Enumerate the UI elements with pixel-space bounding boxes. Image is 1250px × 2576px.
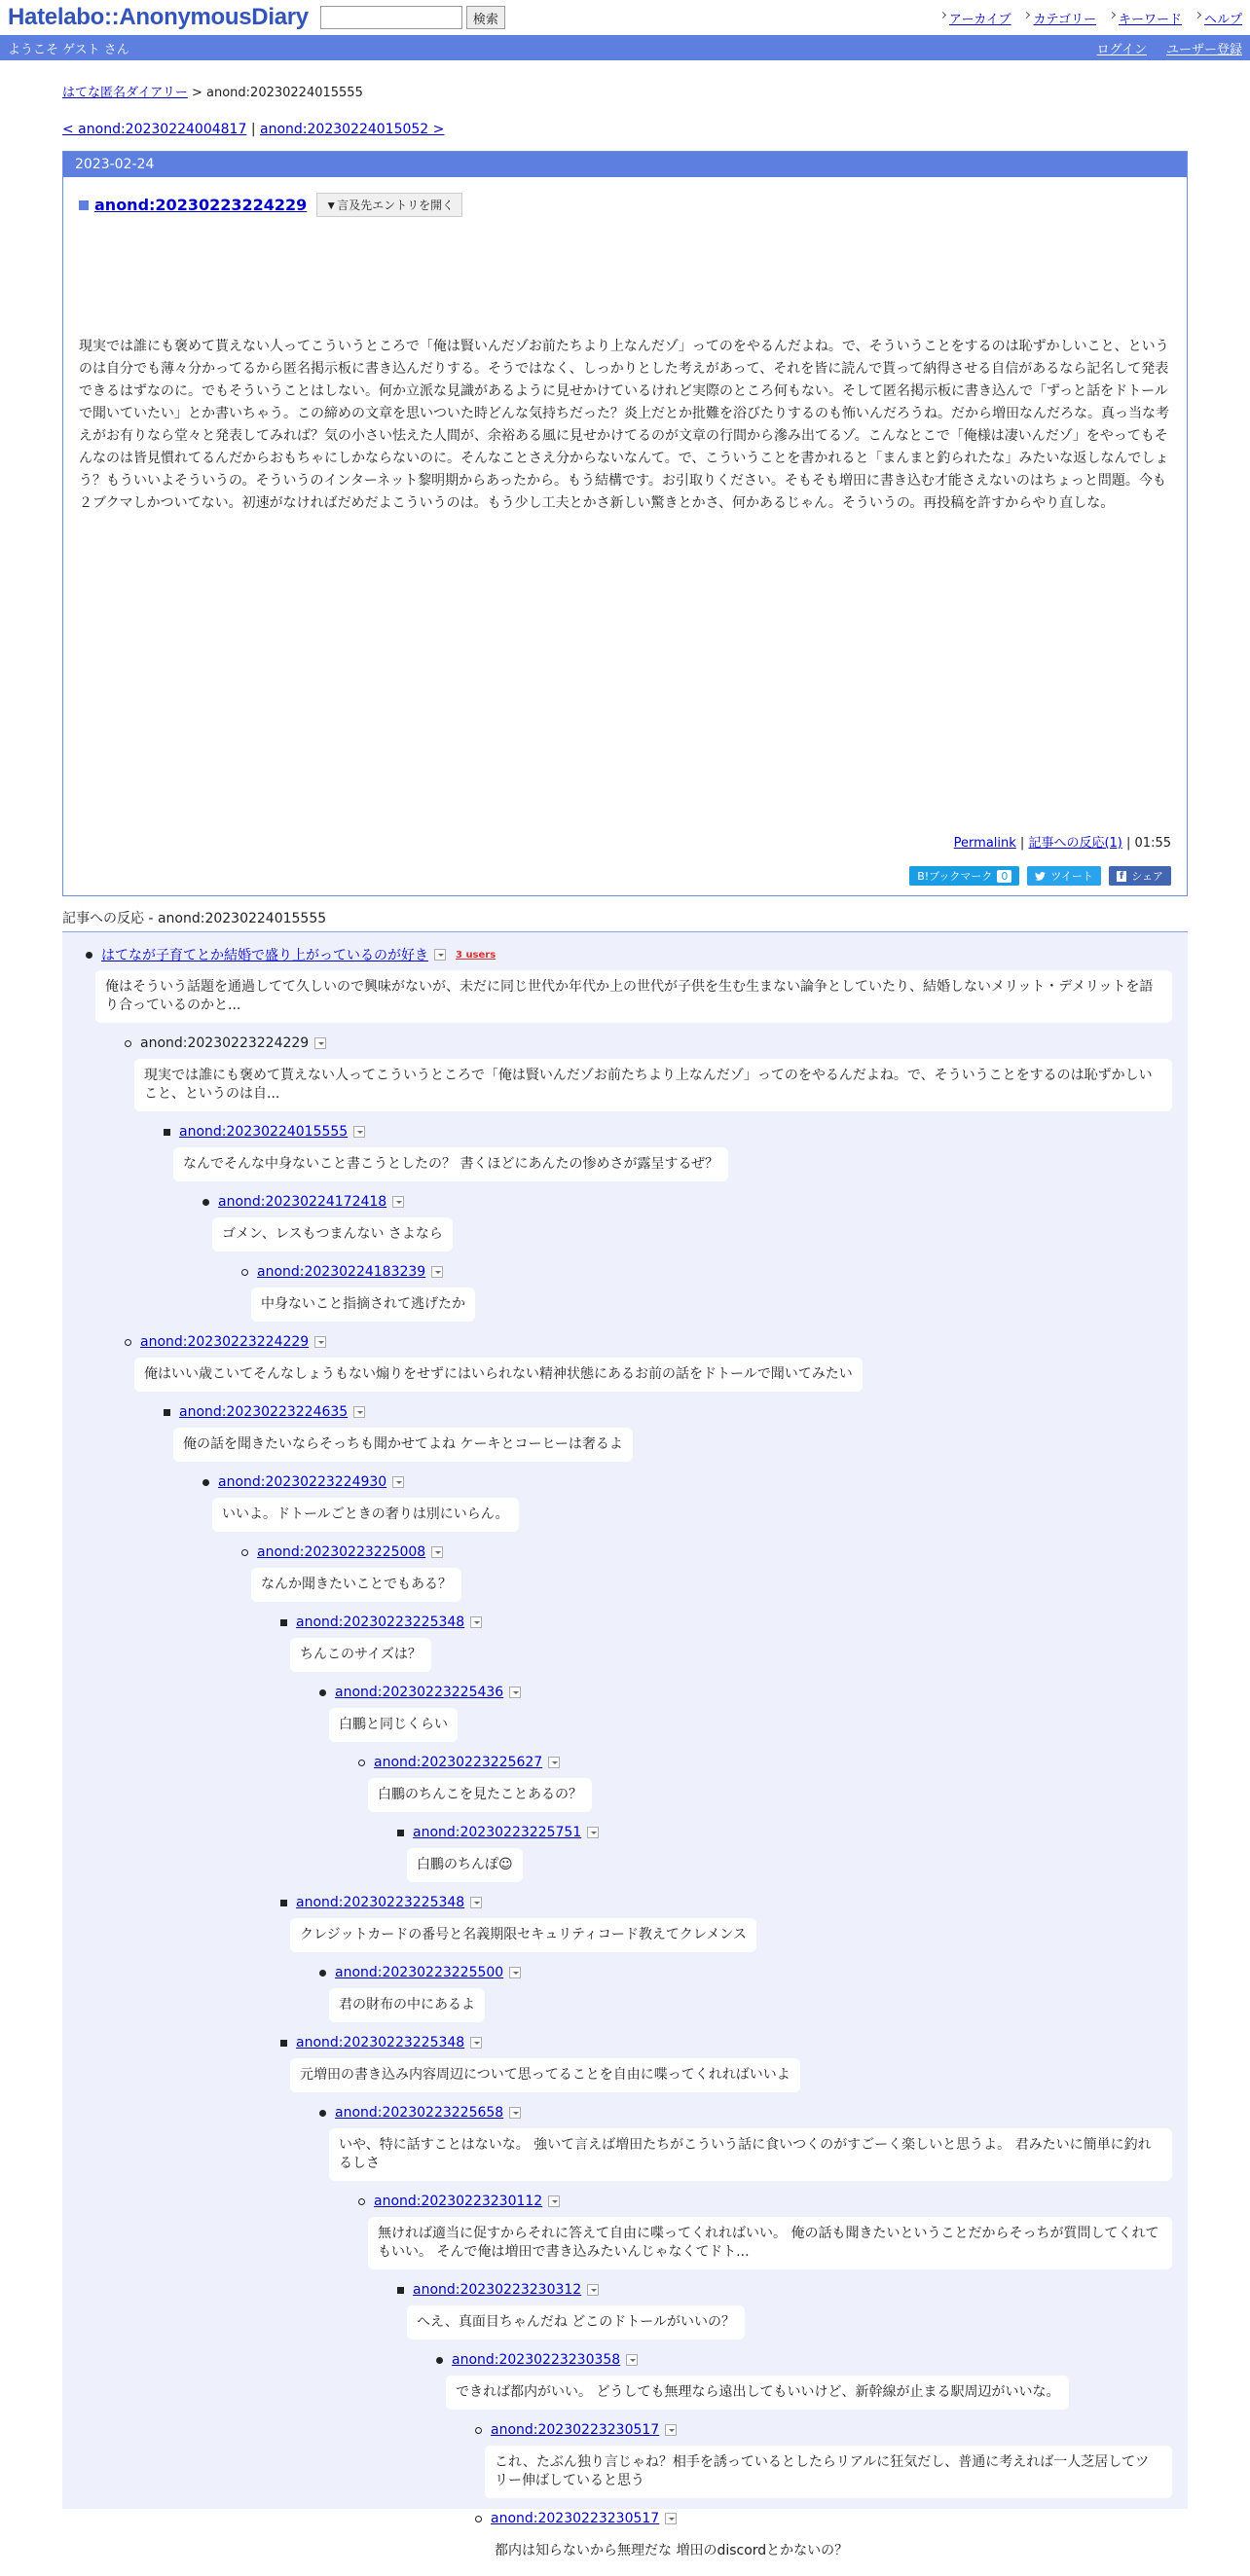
reaction-text: 俺はいい歳こいてそんなしょうもない煽りをせずにはいられない精神状態にあるお前の話をドトールで聞いてみたい <box>134 1358 863 1392</box>
reaction-item <box>164 1399 1188 1469</box>
hatena-bookmark-count: 0 <box>997 870 1011 883</box>
bullet-icon <box>475 2516 482 2522</box>
bullet-icon <box>241 1269 248 1276</box>
nav-archive-link[interactable]: アーカイブ <box>940 9 1011 27</box>
bullet-icon <box>319 1689 326 1696</box>
reaction-item <box>319 1680 1188 1750</box>
reaction-text: いいよ。ドトールごときの奢りは別にいらん。 <box>212 1498 519 1532</box>
bullet-icon <box>202 1479 209 1486</box>
reaction-header <box>358 2189 1188 2214</box>
facebook-f-icon: f <box>1117 871 1126 882</box>
bullet-icon <box>86 952 92 959</box>
register-link[interactable]: ユーザー登録 <box>1165 42 1242 57</box>
reaction-title-link[interactable]: anond:20230223225348 <box>296 1895 465 1910</box>
dropdown-arrow-icon[interactable] <box>431 1266 443 1278</box>
reaction-item <box>319 1960 1188 2030</box>
dropdown-arrow-icon[interactable] <box>665 2513 677 2524</box>
bullet-icon <box>125 1339 131 1346</box>
dropdown-arrow-icon[interactable] <box>314 1037 326 1049</box>
reaction-item <box>125 1329 1188 1399</box>
permalink-link[interactable]: Permalink <box>953 836 1016 851</box>
reaction-item <box>202 1189 1188 1259</box>
dropdown-arrow-icon[interactable] <box>587 1827 599 1838</box>
reaction-item <box>280 1890 1188 1960</box>
entry-pager <box>62 122 1188 137</box>
reaction-item <box>86 942 1188 1031</box>
reaction-text: 元増田の書き込み内容周辺について思ってることを自由に喋ってくれればいいよ <box>290 2058 800 2092</box>
dropdown-arrow-icon[interactable] <box>434 949 446 961</box>
reaction-title-link[interactable]: anond:20230224183239 <box>257 1264 426 1280</box>
reaction-header <box>125 1031 1188 1056</box>
reaction-text: 都内は知らないから無理だな 増田のdiscordとかないの？ <box>485 2534 858 2568</box>
reaction-header <box>319 2100 1188 2125</box>
reaction-header <box>280 1890 1188 1915</box>
bullet-icon <box>280 1900 287 1906</box>
nav-help-link[interactable]: ヘルプ <box>1195 9 1242 27</box>
reaction-item <box>475 2417 1188 2506</box>
reaction-item <box>358 2189 1188 2277</box>
next-entry-link[interactable]: anond:20230224015052 > <box>260 122 445 137</box>
bullet-icon <box>358 1760 365 1766</box>
reaction-item <box>397 2277 1188 2347</box>
reaction-title-link[interactable]: はてなが子育てとか結婚で盛り上がっているのが好き <box>101 948 428 963</box>
hatena-bookmark-button[interactable] <box>909 866 1019 886</box>
reaction-header <box>319 1960 1188 1985</box>
reaction-title-link[interactable]: anond:20230223225658 <box>335 2105 504 2121</box>
reaction-title-link[interactable]: anond:20230223224635 <box>179 1404 349 1420</box>
dropdown-arrow-icon[interactable] <box>626 2354 638 2366</box>
entry-footer: Permalink | 記事への反応(1) | 01:55 <box>953 836 1171 851</box>
reaction-title-link[interactable]: anond:20230223230517 <box>491 2422 660 2438</box>
tweet-button[interactable] <box>1027 866 1100 886</box>
reaction-title-link[interactable]: anond:20230223225500 <box>335 1965 504 1980</box>
breadcrumb-current: anond:20230224015555 <box>206 86 363 100</box>
bullet-icon <box>125 1040 131 1047</box>
reaction-text: 君の財布の中にあるよ <box>329 1988 485 2022</box>
reaction-text: 白鵬のちんこを見たことあるの？ <box>368 1778 592 1812</box>
reaction-text: いや、特に話すことはないな。 強いて言えば増田たちがこういう話に食いつくのがすごーく楽しいと思うよ。 君みたいに簡単に釣れるしさ <box>329 2128 1172 2181</box>
reaction-header <box>125 1329 1188 1355</box>
bullet-icon <box>241 1549 248 1556</box>
dropdown-arrow-icon[interactable] <box>392 1476 404 1488</box>
site-header <box>0 0 1250 35</box>
bullet-icon <box>202 1199 209 1206</box>
reaction-title-link[interactable]: anond:20230224015555 <box>179 1124 349 1140</box>
pager-separator: | <box>246 122 261 137</box>
reaction-text: できれば都内がいい。 どうしても無理なら遠出してもいいけど、新幹線が止まる駅周辺がいいな。 <box>446 2376 1069 2410</box>
site-logo[interactable]: Hatelabo::AnonymousDiary <box>8 4 309 30</box>
welcome-text: ようこそ ゲスト さん <box>8 42 129 57</box>
bullet-icon <box>397 2287 404 2294</box>
day-date: 2023-02-24 <box>63 152 1187 177</box>
reaction-header <box>436 2347 1188 2373</box>
dropdown-arrow-icon[interactable] <box>587 2284 599 2296</box>
reaction-title-link[interactable]: anond:20230223225627 <box>374 1755 543 1770</box>
entry-title-row <box>79 193 1171 217</box>
reaction-header <box>202 1469 1188 1495</box>
reaction-text: 無ければ適当に促すからそれに答えて自由に喋ってくれればいい。 俺の話も聞きたいということだからそっちが質問してくれてもいい。 そんで俺は増田で書き込みたいんじゃなくてドト... <box>368 2217 1172 2269</box>
dropdown-arrow-icon[interactable] <box>470 1897 482 1908</box>
reaction-item <box>358 1750 1188 1820</box>
dropdown-arrow-icon[interactable] <box>509 1687 521 1698</box>
bullet-icon <box>397 1830 404 1836</box>
reaction-title-link[interactable]: anond:20230223224229 <box>140 1334 310 1350</box>
prev-entry-link[interactable]: < anond:20230224004817 <box>62 122 247 137</box>
reactions-heading: 記事への反応 - anond:20230224015555 <box>62 908 1188 932</box>
reaction-item <box>280 1610 1188 1680</box>
dropdown-arrow-icon[interactable] <box>314 1336 326 1348</box>
reaction-header <box>397 1820 1188 1845</box>
reaction-title-link[interactable]: anond:20230223225751 <box>413 1825 582 1840</box>
reaction-title-link[interactable]: anond:20230223225348 <box>296 1615 465 1630</box>
reaction-title-link[interactable]: anond:20230223224930 <box>218 1474 387 1490</box>
reaction-header <box>475 2417 1188 2443</box>
reaction-text: なんでそんな中身ないこと書こうとしたの？ 書くほどにあんたの惨めさが露呈するぜ？ <box>173 1147 728 1181</box>
bullet-icon <box>358 2198 365 2205</box>
bullet-icon <box>475 2427 482 2434</box>
user-bar <box>0 35 1250 60</box>
reaction-text: ちんこのサイズは？ <box>290 1638 431 1672</box>
nav-keyword-link[interactable]: キーワード <box>1110 9 1182 27</box>
reaction-item <box>280 2030 1188 2100</box>
dropdown-arrow-icon[interactable] <box>509 1967 521 1978</box>
facebook-share-label: シェア <box>1131 870 1163 883</box>
dropdown-arrow-icon[interactable] <box>548 2195 560 2207</box>
reaction-header <box>319 1680 1188 1705</box>
reaction-title-link[interactable]: anond:20230223230517 <box>491 2511 660 2526</box>
reaction-title-link[interactable]: anond:20230223230312 <box>413 2282 582 2298</box>
reaction-title-link[interactable]: anond:20230223225436 <box>335 1685 504 1700</box>
breadcrumb <box>62 82 1188 100</box>
reaction-item <box>475 2506 1188 2576</box>
bullet-icon <box>436 2357 443 2364</box>
reaction-text: なんか聞きたいことでもある？ <box>251 1568 461 1602</box>
reaction-title-link[interactable]: anond:20230223230358 <box>452 2352 621 2368</box>
bullet-icon <box>280 1619 287 1626</box>
dropdown-arrow-icon[interactable] <box>392 1196 404 1208</box>
reaction-header <box>241 1540 1188 1565</box>
search-input[interactable] <box>320 6 462 29</box>
bullet-icon <box>280 2040 287 2047</box>
reaction-text: 俺の話を聞きたいならそっちも聞かせてよね ケーキとコーヒーは奢るよ <box>173 1428 633 1462</box>
entry-time: 01:55 <box>1134 836 1171 851</box>
bookmark-users-badge[interactable]: 3 users <box>456 949 496 961</box>
reaction-header <box>397 2277 1188 2303</box>
reaction-text: 白鵬と同じくらい <box>329 1708 458 1742</box>
entry-body <box>63 177 1187 895</box>
dropdown-arrow-icon[interactable] <box>509 2107 521 2119</box>
reaction-item <box>241 1540 1188 1610</box>
reaction-title-link[interactable]: anond:20230224172418 <box>218 1194 387 1210</box>
reaction-header <box>86 942 1188 967</box>
tweet-label: ツイート <box>1050 870 1093 883</box>
reaction-title-link[interactable]: anond:20230223225348 <box>296 2035 465 2050</box>
dropdown-arrow-icon[interactable] <box>353 1406 365 1418</box>
reaction-text: ゴメン、レスもつまんない さよなら <box>212 1217 453 1252</box>
reaction-header <box>280 2030 1188 2055</box>
main-content <box>0 82 1250 2558</box>
bullet-icon <box>319 1970 326 1977</box>
reaction-item <box>397 1820 1188 1890</box>
hatena-bookmark-label: B!ブックマーク <box>917 870 993 883</box>
reaction-item <box>202 1469 1188 1540</box>
reaction-text: これ、たぶん独り言じゃね？相手を誘っているとしたらリアルに狂気だし、普通に考えれば一人芝居してツリー伸ばしていると思う <box>485 2446 1172 2498</box>
entry-text: 現実では誰にも褒めて貰えない人ってこういうところで「俺は賢いんだゾお前たちより上なんだゾ」ってのをやるんだよね。で、そういうことをするのは恥ずかしいこと、というのは自分でも薄々分かってるから匿名掲示板に書き込んだりする。そうではなく、しっかりとした考えがあって、それを皆に読んで貰って納得させる自信があるなら記名して発表できるはずなのに。でもそういうことはしない。何か立派な見識があるように見せかけているけれど実際のところ何もない。そして匿名掲示板に書き込んで「ずっと話をドトールで聞いていたい」とか書いちゃう。この締めの文章を思いついた時どんな気持ちだった？炎上だとか批難を浴びたりするのも怖いんだろうね。だから増田なんだろな。真っ当な考えがお有りなら堂々と発表してみれば？気の小さい怯えた人間が、余裕ある風に見せかけてるのが文章の行間から滲み出てるゾ。こんなとこで「俺様は凄いんだゾ」をやってもそんなのは皆見慣れてるんだからおもちゃにしかならないのに。そんなことさえ分からないなんて。で、こういうことを書かれると「まんまと釣られたな」みたいな返しなんでしょう？もういいよそういうの。そういうのインターネット黎明期からあったから。もう結構です。お引取りください。そもそも増田に書き込む才能さえないのはちょっと問題。今も２ブクマしかついてない。初速がなければだめだよこういうのは。もう少し工夫とかさ新しい驚きとかさ、何かあるじゃん。そういうの。再投稿を許すからやり直しな。 <box>79 339 1169 511</box>
reaction-item <box>436 2347 1188 2417</box>
bullet-icon <box>164 1409 170 1416</box>
reaction-item <box>319 2100 1188 2189</box>
top-nav <box>940 9 1242 27</box>
breadcrumb-home-link[interactable]: はてな匿名ダイアリー <box>62 86 188 100</box>
facebook-share-button[interactable] <box>1109 866 1171 886</box>
reactions-tree <box>62 932 1188 2558</box>
login-link[interactable]: ログイン <box>1096 42 1147 57</box>
dropdown-arrow-icon[interactable] <box>548 1757 560 1768</box>
dropdown-arrow-icon[interactable] <box>665 2424 677 2436</box>
reaction-item <box>125 1031 1188 1119</box>
reaction-title-link[interactable]: anond:20230223230112 <box>374 2194 543 2209</box>
day-box <box>62 151 1188 896</box>
reaction-header <box>280 1610 1188 1635</box>
reaction-text: 現実では誰にも褒めて貰えない人ってこういうところで「俺は賢いんだゾお前たちより上なんだゾ」ってのをやるんだよね。で、そういうことをするのは恥ずかしいこと、というのは自... <box>134 1059 1172 1111</box>
reaction-text: へえ、真面目ちゃんだね どこのドトールがいいの？ <box>407 2305 745 2340</box>
reaction-header <box>241 1259 1188 1285</box>
reaction-text: クレジットカードの番号と名義期限セキュリティコード教えてクレメンス <box>290 1918 756 1952</box>
reaction-text: 中身ないこと指摘されて逃げたか <box>251 1288 475 1322</box>
reaction-item <box>164 1119 1188 1189</box>
search-button[interactable]: 検索 <box>466 6 505 29</box>
dropdown-arrow-icon[interactable] <box>470 2037 482 2049</box>
social-buttons <box>909 866 1171 886</box>
dropdown-arrow-icon[interactable] <box>431 1546 443 1558</box>
reaction-header <box>475 2506 1188 2531</box>
open-refs-button[interactable]: ▼言及先エントリを開く <box>316 193 462 217</box>
reaction-text: 俺はそういう話題を通過してて久しいので興味がないが、未だに同じ世代か年代か上の世代が子供を生む生まない論争としていたり、結婚しないメリット・デメリットを語り合っているのかと... <box>95 970 1172 1023</box>
bullet-icon <box>319 2110 326 2117</box>
nav-category-link[interactable]: カテゴリー <box>1024 9 1095 27</box>
dropdown-arrow-icon[interactable] <box>470 1616 482 1628</box>
twitter-bird-icon <box>1035 872 1046 881</box>
reaction-header <box>358 1750 1188 1775</box>
reaction-title-link: anond:20230223224229 <box>140 1035 310 1051</box>
reaction-item <box>241 1259 1188 1329</box>
entry-square-icon <box>79 200 89 210</box>
reaction-header <box>164 1399 1188 1425</box>
bullet-icon <box>164 1129 170 1136</box>
reaction-title-link[interactable]: anond:20230223225008 <box>257 1544 426 1560</box>
reaction-header <box>202 1189 1188 1215</box>
reaction-header <box>164 1119 1188 1144</box>
breadcrumb-separator: > <box>187 86 207 100</box>
dropdown-arrow-icon[interactable] <box>353 1126 365 1138</box>
reactions-link[interactable]: 記事への反応(1) <box>1028 836 1122 851</box>
reaction-text: 白鵬のちんぽ☺ <box>407 1848 523 1882</box>
entry-title-link[interactable]: anond:20230223224229 <box>94 196 308 214</box>
